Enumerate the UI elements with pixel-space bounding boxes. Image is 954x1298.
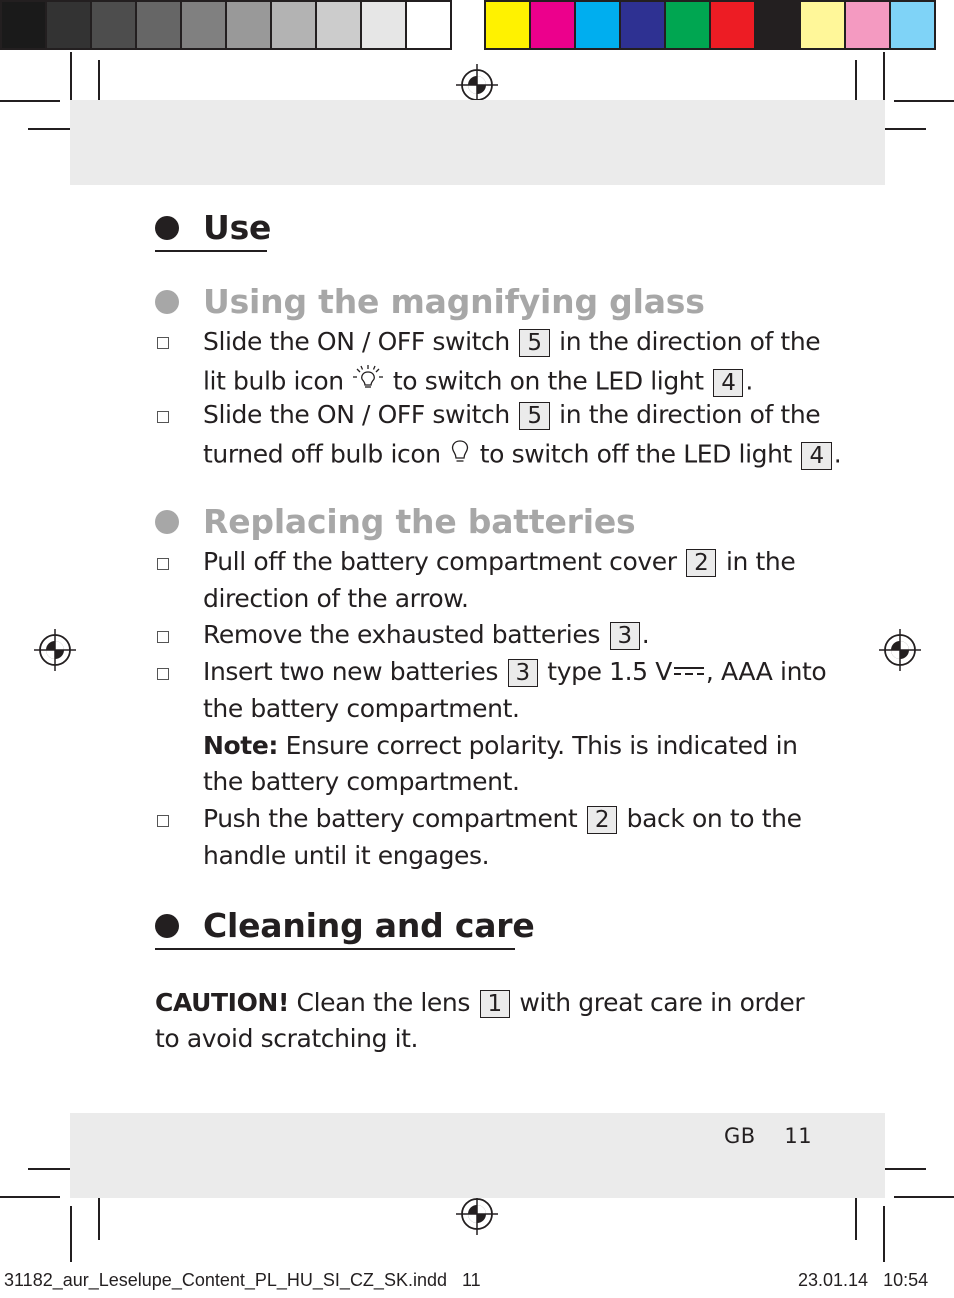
color-swatch <box>135 0 182 50</box>
ref-number: 5 <box>519 402 549 430</box>
color-swatch <box>405 0 452 50</box>
registration-mark-icon <box>33 628 77 672</box>
crop-mark <box>70 1206 72 1262</box>
color-swatch <box>315 0 362 50</box>
crop-mark <box>883 1206 885 1262</box>
caution-label: CAUTION! <box>155 988 289 1017</box>
dc-current-icon <box>672 658 706 688</box>
heading-batteries <box>155 502 635 541</box>
bullet-dot-icon <box>155 914 179 938</box>
checkbox-bullet-icon <box>157 668 169 680</box>
text-line: Slide the ON / OFF switch 5 in the direction of the <box>203 400 821 429</box>
heading-cleaning <box>155 906 535 945</box>
crop-mark <box>98 1194 100 1240</box>
lit-bulb-icon <box>351 364 385 401</box>
ref-number: 3 <box>508 659 538 687</box>
color-swatch <box>270 0 317 50</box>
ref-number: 5 <box>519 329 549 357</box>
bullet-dot-icon <box>155 290 179 314</box>
color-swatch <box>574 0 621 50</box>
crop-mark <box>70 52 72 104</box>
color-swatch <box>225 0 272 50</box>
color-swatch <box>799 0 846 50</box>
slug-date: 23.01.14 10:54 <box>798 1270 929 1290</box>
color-swatch <box>484 0 531 50</box>
ref-number: 4 <box>713 369 743 397</box>
text-line: Remove the exhausted batteries 3 . <box>203 620 650 649</box>
text-line: to avoid scratching it. <box>155 1024 419 1053</box>
color-swatch <box>90 0 137 50</box>
text-line: Pull off the battery compartment cover 2 in the <box>203 547 796 576</box>
text-line: Insert two new batteries 3 type 1.5 V , AAA into <box>203 657 827 686</box>
color-swatch <box>360 0 407 50</box>
slug-filename: 31182_aur_Leselupe_Content_PL_HU_SI_CZ_SK.indd 11 <box>4 1270 481 1290</box>
note-line: Note: Ensure correct polarity. This is indicated in <box>203 731 798 760</box>
color-swatch <box>844 0 891 50</box>
color-swatch <box>709 0 756 50</box>
text-line: Push the battery compartment 2 back on to the <box>203 804 802 833</box>
registration-mark-icon <box>878 628 922 672</box>
heading-use-title: Use <box>203 208 272 247</box>
registration-mark-icon <box>455 1192 499 1236</box>
color-swatch <box>180 0 227 50</box>
text-line: the battery compartment. <box>203 767 520 796</box>
color-swatch <box>529 0 576 50</box>
caution-line: CAUTION! Clean the lens 1 with great care in order <box>155 988 805 1017</box>
crop-mark <box>883 52 885 104</box>
color-swatch <box>0 0 47 50</box>
ref-number: 1 <box>480 990 510 1018</box>
heading-underline <box>155 948 515 950</box>
color-swatch <box>754 0 801 50</box>
heading-magnifying-title: Using the magnifying glass <box>203 282 705 321</box>
text-line: handle until it engages. <box>203 841 490 870</box>
text-line: direction of the arrow. <box>203 584 469 613</box>
checkbox-bullet-icon <box>157 631 169 643</box>
heading-cleaning-title: Cleaning and care <box>203 906 535 945</box>
ref-number: 3 <box>610 622 640 650</box>
ref-number: 2 <box>686 549 716 577</box>
heading-underline <box>155 250 267 252</box>
text-line: lit bulb icon to switch on the LED light 4 . <box>203 364 753 401</box>
crop-mark <box>0 100 60 102</box>
crop-mark <box>0 1196 60 1198</box>
heading-use <box>155 208 271 247</box>
color-swatch <box>889 0 936 50</box>
color-swatch <box>619 0 666 50</box>
header-band <box>70 100 885 185</box>
text-line: turned off bulb icon to switch off the LED light 4 . <box>203 437 841 474</box>
page-number: GB 11 <box>724 1124 813 1148</box>
color-swatch <box>45 0 92 50</box>
ref-number: 2 <box>587 806 617 834</box>
checkbox-bullet-icon <box>157 558 169 570</box>
ref-number: 4 <box>801 442 831 470</box>
process-color-bar <box>484 0 934 50</box>
crop-mark <box>894 1196 954 1198</box>
off-bulb-icon <box>448 437 472 474</box>
text-line: Slide the ON / OFF switch 5 in the direction of the <box>203 327 821 356</box>
crop-mark <box>894 100 954 102</box>
color-swatch <box>664 0 711 50</box>
bullet-dot-icon <box>155 216 179 240</box>
heading-batteries-title: Replacing the batteries <box>203 502 636 541</box>
note-label: Note: <box>203 731 279 760</box>
heading-magnifying <box>155 282 705 321</box>
gray-color-bar <box>0 0 450 50</box>
checkbox-bullet-icon <box>157 815 169 827</box>
bullet-dot-icon <box>155 510 179 534</box>
checkbox-bullet-icon <box>157 411 169 423</box>
checkbox-bullet-icon <box>157 337 169 349</box>
text-line: the battery compartment. <box>203 694 520 723</box>
